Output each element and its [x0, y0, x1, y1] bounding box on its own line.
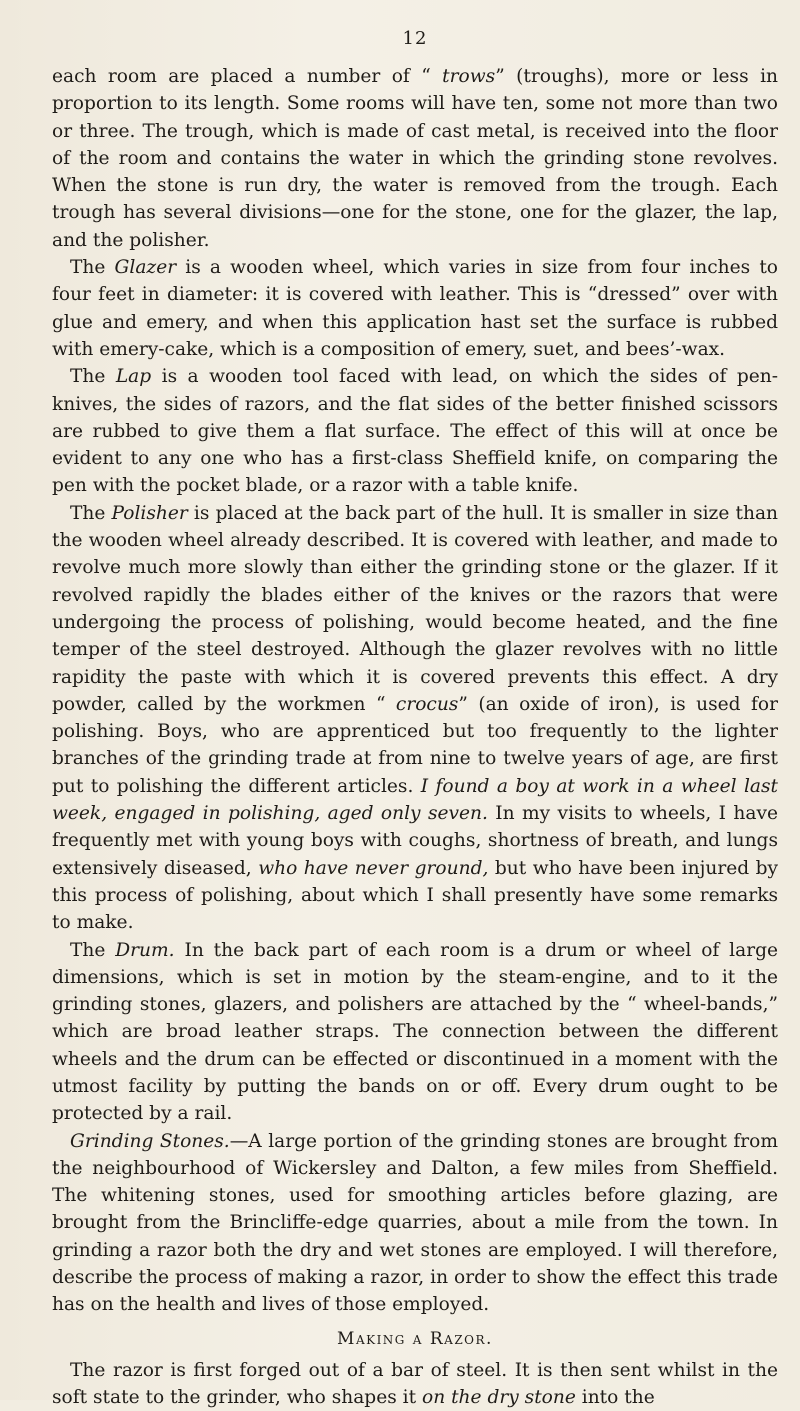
text-run: is a wooden wheel, which varies in size from four inches to four feet in diameter: it is covered with leather. This is “dressed” over with glue and emery, and when this application hast set the surface is rubbed with emery-cake, which is a composition of emery, suet, and bees’-wax. [52, 257, 779, 360]
text-run: into the [575, 1386, 655, 1408]
text-run: The [70, 366, 116, 388]
italic-text: Grinding Stones. [70, 1130, 230, 1152]
text-run: —A large portion of the grinding stones are brought from the neighbourhood of Wickersley and Dalton, a few miles from Sheffield. The whitening stones, used for smoothing articles before glazing, are brought from the Brincliffe-edge quarries, about a mile from the town. In grinding a razor both the dry and wet stones are employed. I will therefore, describe the process of making a razor, in order to show the effect this trade has on the health and lives of those employed. [52, 1130, 778, 1316]
text-run: The razor is first forged out of a bar of steel. It is then sent whilst in the soft state to the grinder, who shapes it [52, 1359, 778, 1408]
text-run: In the back part of each room is a drum or wheel of large dimensions, which is set in motion by the steam-engine, and to it the grinding stones, glazers, and polishers are attached by the “ wheel-bands,” which are broad leather straps. The connection between the different wheels and the drum can be effected or discontinued in a moment with the utmost facility by putting the bands on or off. Every drum ought to be protected by a rail. [52, 939, 778, 1125]
text-run: each room are placed a number of “ [52, 66, 443, 87]
paragraph [52, 1128, 778, 1319]
italic-text: Drum. [115, 939, 175, 961]
text-run: In my visits to wheels, I have frequently met with young boys with coughs, shortness of breath, and lungs extensively diseased, [52, 803, 778, 879]
page-number: 12 [402, 28, 428, 49]
body-text [52, 63, 778, 1411]
italic-text: trows [442, 66, 496, 87]
text-run: but who have been injured by this process of polishing, about which I shall presently have some remarks to make. [52, 857, 778, 934]
italic-text: crocus [395, 693, 459, 715]
italic-text: I found a boy at work in a wheel last week, engaged in polishing, aged only seven. [52, 775, 778, 825]
paragraph [52, 254, 778, 363]
text-run: The [70, 502, 112, 524]
italic-text: Polisher [111, 502, 188, 524]
paragraph [52, 500, 778, 937]
paragraph-making-a-razor [52, 1357, 778, 1411]
text-run: ” (an oxide of iron), is used for polishing. Boys, who are apprenticed but too frequently to the lighter branches of the grinding trade at from nine to twelve years of age, are first put to polishing the different articles. [52, 693, 778, 797]
text-run: is placed at the back part of the hull. It is smaller in size than the wooden wheel already described. It is covered with leather, and made to revolve much more slowly than either the grinding stone or the glazer. If it revolved rapidly the blades either of the knives or the razors that were undergoing the process of polishing, would become heated, and the fine temper of the steel destroyed. Although the glazer revolves with no little rapidity the paste with which it is covered prevents this effect. A dry powder, called by the workmen “ [52, 502, 778, 715]
paragraph-list [52, 63, 778, 1319]
text-run: The [70, 939, 116, 961]
italic-text: Glazer [114, 257, 177, 279]
text-run: ” (troughs), more or less in proportion to its length. Some rooms will have ten, some not more than two or three. The trough, which is made of cast metal, is received into the floor of the room and contains the water in which the grinding stone revolves. When the stone is run dry, the water is removed from the trough. Each trough has several divisions—one for the stone, one for the glazer, the lap, and the polisher. [52, 66, 779, 251]
section-heading: Making a Razor. [337, 1328, 493, 1349]
paragraph [52, 363, 778, 499]
text-run: The [70, 257, 115, 279]
paragraph [52, 937, 778, 1128]
italic-text: Lap [115, 366, 152, 388]
text-run: is a wooden tool faced with lead, on which the sides of pen-knives, the sides of razors, and the flat sides of the better finished scissors are rubbed to give them a flat surface. The effect of this will at once be evident to any one who has a first-class Sheffield knife, on comparing the pen with the pocket blade, or a razor with a table knife. [52, 366, 778, 497]
italic-text: who have never ground, [258, 857, 489, 879]
paragraph [52, 63, 778, 254]
italic-text: on the dry stone [422, 1386, 576, 1408]
